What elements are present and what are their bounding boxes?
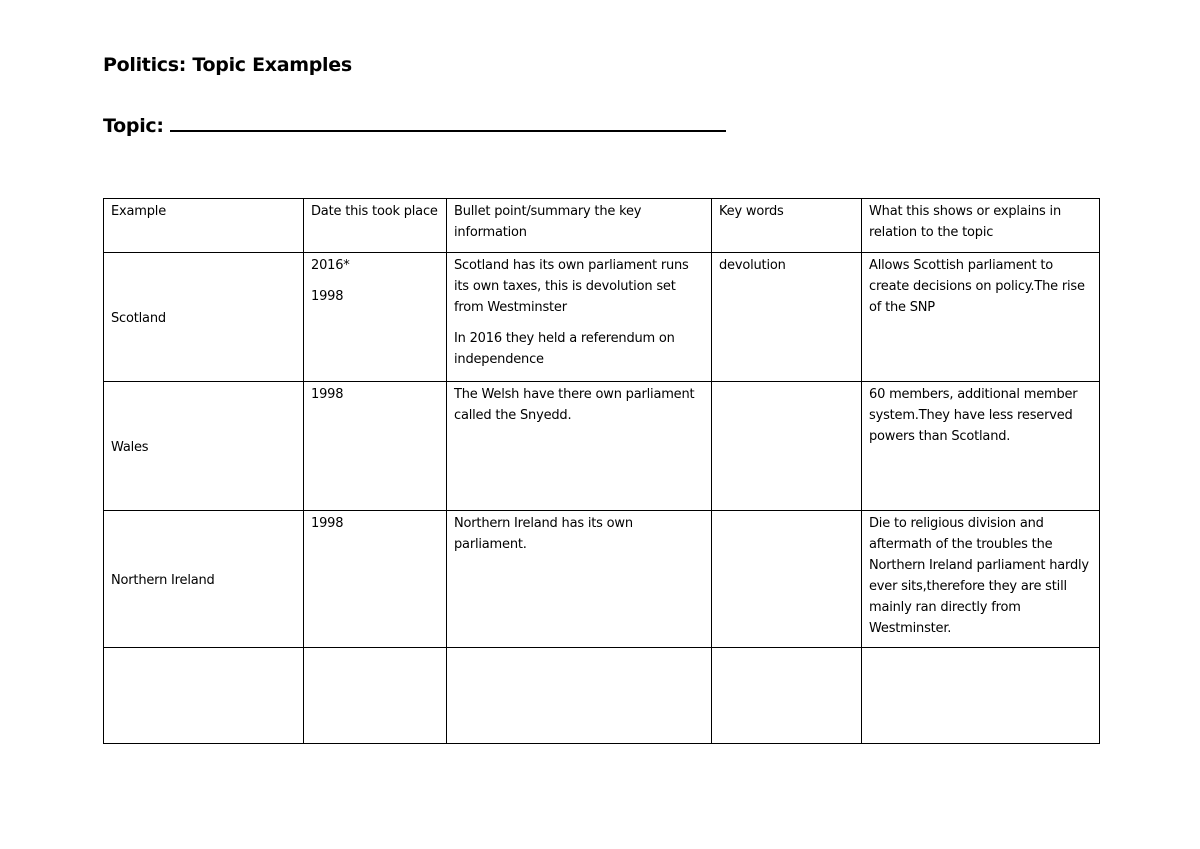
example-cell: Northern Ireland xyxy=(104,511,304,648)
date-cell: 1998 xyxy=(304,382,447,511)
example-cell: Wales xyxy=(104,382,304,511)
summary-paragraph: In 2016 they held a referendum on independence xyxy=(454,331,675,367)
topic-line xyxy=(103,110,726,137)
explains-cell: Allows Scottish parliament to create decisions on policy.The rise of the SNP xyxy=(862,253,1100,382)
key-words-cell xyxy=(712,511,862,648)
topic-blank-field xyxy=(170,110,726,132)
table-row xyxy=(104,511,1100,648)
document-title: Politics: Topic Examples xyxy=(103,54,352,76)
key-words-cell xyxy=(712,382,862,511)
date-value: 2016* xyxy=(311,258,350,273)
summary-cell: The Welsh have there own parliament called the Snyedd. xyxy=(447,382,712,511)
explains-cell xyxy=(862,648,1100,744)
date-cell: 1998 xyxy=(304,511,447,648)
summary-cell xyxy=(447,253,712,382)
header-key-words: Key words xyxy=(712,199,862,253)
explains-cell: Die to religious division and aftermath of the troubles the Northern Ireland parliament hardly ever sits,therefore they are still mainly ran directly from Westminster. xyxy=(862,511,1100,648)
table-row xyxy=(104,648,1100,744)
header-date: Date this took place xyxy=(304,199,447,253)
date-cell xyxy=(304,253,447,382)
topic-examples-table xyxy=(103,198,1100,744)
topic-label: Topic: xyxy=(103,115,164,137)
summary-cell: Northern Ireland has its own parliament. xyxy=(447,511,712,648)
header-example: Example xyxy=(104,199,304,253)
table-header-row xyxy=(104,199,1100,253)
summary-paragraph: Scotland has its own parliament runs its own taxes, this is devolution set from Westminster xyxy=(454,258,689,315)
key-words-cell xyxy=(712,648,862,744)
explains-cell: 60 members, additional member system.They have less reserved powers than Scotland. xyxy=(862,382,1100,511)
example-cell: Scotland xyxy=(104,253,304,382)
header-explains: What this shows or explains in relation to the topic xyxy=(862,199,1100,253)
date-cell xyxy=(304,648,447,744)
table-row xyxy=(104,253,1100,382)
table-row xyxy=(104,382,1100,511)
summary-cell xyxy=(447,648,712,744)
example-cell xyxy=(104,648,304,744)
date-value: 1998 xyxy=(311,289,344,304)
header-summary: Bullet point/summary the key information xyxy=(447,199,712,253)
key-words-cell: devolution xyxy=(712,253,862,382)
